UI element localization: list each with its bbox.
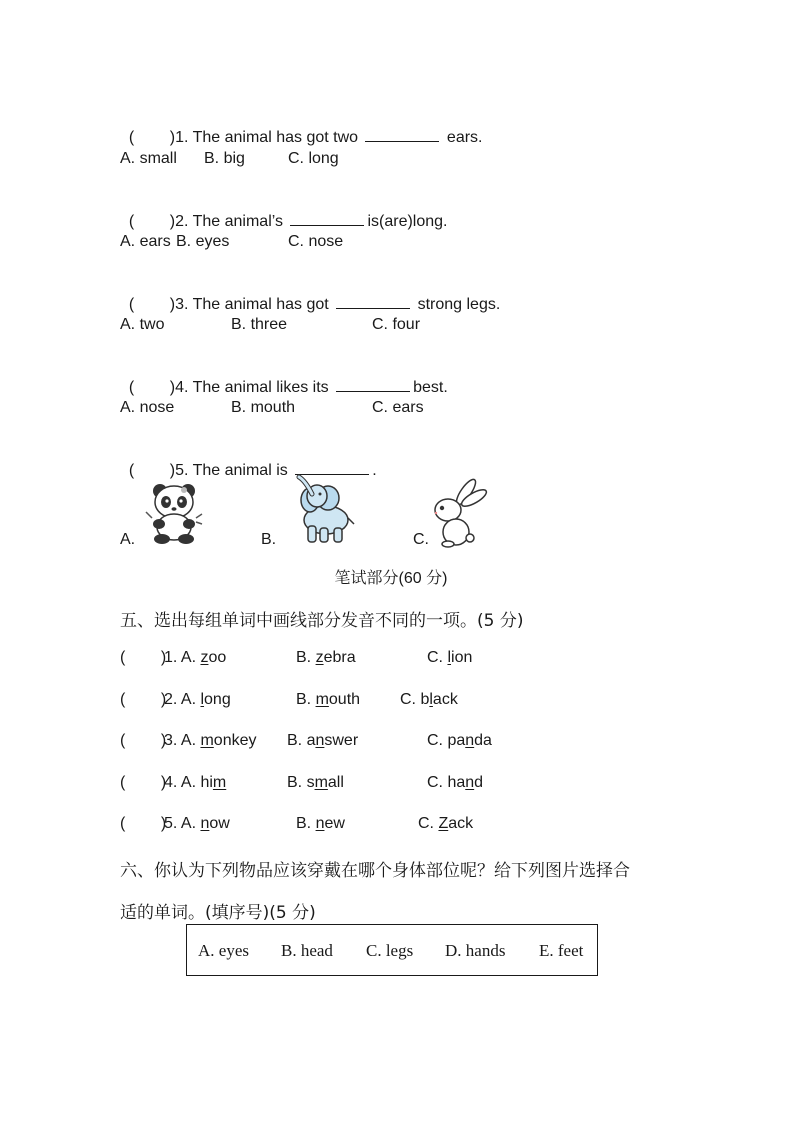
answer-paren[interactable]: ( ): [120, 732, 167, 749]
question-text: strong legs.: [413, 296, 501, 313]
option-b: B. small: [287, 774, 344, 791]
option-c: C. black: [400, 691, 458, 708]
option-b: B. new: [296, 815, 345, 832]
option-b: B. three: [231, 316, 288, 333]
question-2: [120, 191, 448, 232]
option-b: B. big: [204, 150, 245, 167]
option-c: C. hand: [427, 774, 484, 791]
answer-blank: [336, 294, 410, 309]
question-text: 3. The animal has got: [175, 296, 334, 313]
option-a: 2. A. long: [164, 691, 231, 708]
section-6-title-line-2: 适的单词。(填序号)(5 分): [120, 903, 316, 923]
question-3: [120, 274, 500, 315]
answer-paren[interactable]: ( ): [128, 296, 176, 313]
word-bank-box: [186, 924, 598, 976]
answer-paren[interactable]: ( ): [128, 462, 176, 479]
word-bank-item: E. feet: [539, 941, 584, 960]
answer-paren[interactable]: ( ): [128, 129, 176, 146]
question-text: 2. The animal’s: [175, 213, 288, 230]
option-a: 5. A. now: [164, 815, 230, 832]
question-text: is(are)long.: [367, 213, 448, 230]
option-c: C. ears: [372, 399, 424, 416]
option-a: 1. A. zoo: [164, 649, 227, 666]
picture-option-b-label: B.: [261, 531, 277, 548]
answer-blank: [295, 460, 369, 475]
question-text: 4. The animal likes its: [175, 379, 334, 396]
question-text: best.: [413, 379, 448, 396]
option-a: A. nose: [120, 399, 175, 416]
answer-blank: [365, 127, 439, 142]
option-c: C. four: [372, 316, 421, 333]
picture-option-c-label: C.: [413, 531, 429, 548]
option-a: A. two: [120, 316, 165, 333]
option-b: B. mouth: [231, 399, 296, 416]
section-5-title: 五、选出每组单词中画线部分发音不同的一项。(5 分): [120, 611, 524, 631]
option-b: B. answer: [287, 732, 359, 749]
option-a: 4. A. him: [164, 774, 227, 791]
answer-paren[interactable]: ( ): [128, 213, 176, 230]
option-c: C. lion: [427, 649, 473, 666]
option-a: 3. A. monkey: [164, 732, 257, 749]
option-c: C. nose: [288, 233, 344, 250]
option-a: A. ears: [120, 233, 171, 250]
picture-option-a-label: A.: [120, 531, 136, 548]
option-c: C. long: [288, 150, 339, 167]
option-b: B. zebra: [296, 649, 356, 666]
answer-paren[interactable]: ( ): [120, 691, 167, 708]
word-bank-item: D. hands: [445, 941, 506, 960]
answer-paren[interactable]: ( ): [120, 649, 167, 666]
question-text: .: [372, 462, 377, 479]
option-b: B. mouth: [296, 691, 361, 708]
answer-paren[interactable]: ( ): [120, 774, 167, 791]
section-6-title-line-1: 六、你认为下列物品应该穿戴在哪个身体部位呢？给下列图片选择合: [120, 861, 630, 881]
answer-blank: [290, 211, 364, 226]
option-a: A. small: [120, 150, 177, 167]
answer-paren[interactable]: ( ): [128, 379, 176, 396]
option-c: C. Zack: [418, 815, 474, 832]
panda-icon: [144, 478, 204, 546]
answer-blank: [336, 377, 410, 392]
word-bank-item: B. head: [281, 941, 333, 960]
option-b: B. eyes: [176, 233, 230, 250]
elephant-icon: [290, 474, 360, 546]
written-part-title: 笔试部分(60 分): [334, 570, 448, 587]
word-bank-item: C. legs: [366, 941, 414, 960]
question-text: 1. The animal has got two: [175, 129, 363, 146]
question-1: [120, 107, 483, 148]
question-text: 5. The animal is: [175, 462, 293, 479]
word-bank-item: A. eyes: [198, 941, 249, 960]
question-text: ears.: [442, 129, 483, 146]
option-c: C. panda: [427, 732, 492, 749]
question-4: [120, 357, 448, 398]
rabbit-icon: [426, 476, 490, 550]
answer-paren[interactable]: ( ): [120, 815, 167, 832]
